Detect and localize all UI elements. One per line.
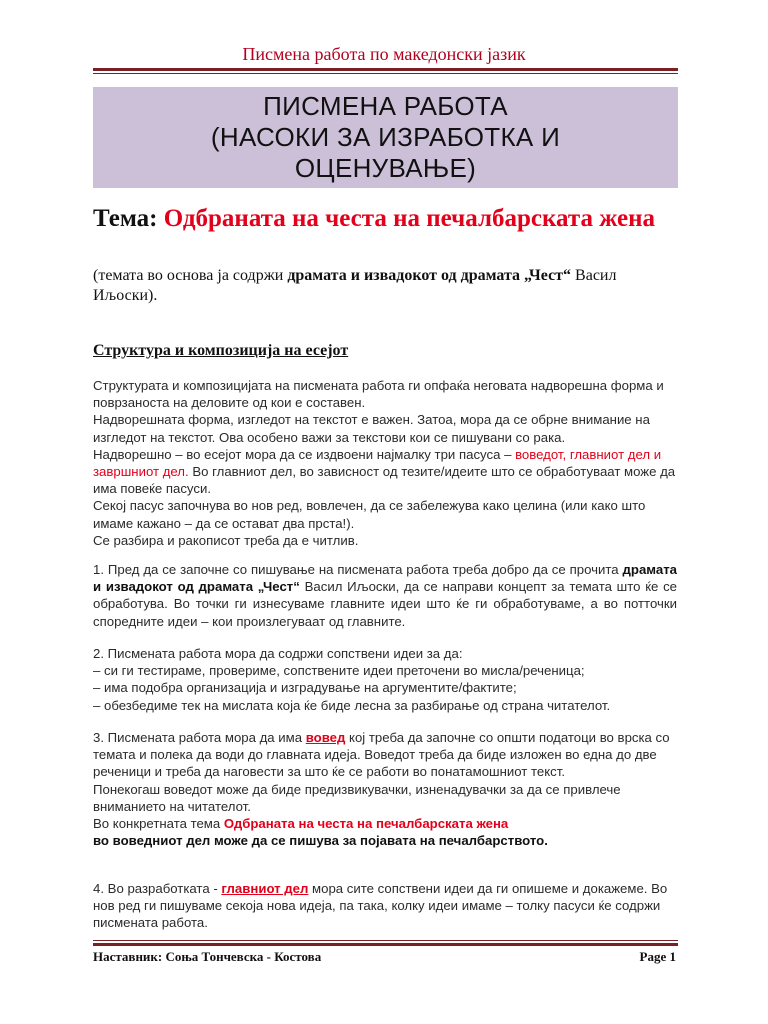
point-3-suffix: кој треба да започне со општи податоци во врска со темата и полека да води до главната идеја. Воведот треба да биде изложен во една до две реченици и треба да наговести за што ќе се работи во понатамошниот текст. (93, 730, 670, 780)
intro-p3-suffix: Во главниот дел, во зависност од тезите/идеите што се обработуваат може да има повеќе пасуси. (93, 464, 676, 497)
page-header-title: Писмена работа по македонски јазик (242, 44, 526, 64)
footer-rule-thin (93, 940, 678, 941)
point-3-p3-topic: Одбраната на честа на печалбарската жена (223, 816, 509, 832)
point-4-suffix: мора сите сопствени идеи да ги опишеме и докажеме. Во нов ред ги пишуваме секоја нова идеја, па така, колку идеи имаме – толку пасуси ќе содржи писмената работа. (93, 881, 668, 931)
topic-note-prefix: (темата во основа ја содржи (93, 267, 288, 284)
intro-p3-red: воведот, главниот дел и завршниот дел. (93, 446, 662, 480)
point-2 (93, 645, 677, 714)
point-4-prefix: 4. Во разработката - (93, 881, 222, 896)
topic-note-bold: драмата и извадокот од драмата „Чест“ (287, 267, 572, 284)
point-2-line-2: – си ги тестираме, провериме, сопствените идеи преточени во мисла/реченица; (93, 663, 585, 679)
point-3-keyword: вовед (305, 730, 346, 745)
point-1-bold: драмата и извадокот од драмата „Чест“ (93, 562, 677, 595)
point-3-text (93, 729, 677, 781)
topic-note-suffix: Васил Иљоски). (93, 267, 617, 304)
point-3-paragraph-4: во воведниот дел може да се пишува за појавата на печалбарството. (93, 833, 548, 849)
section-heading: Структура и композиција на есејот (93, 342, 349, 359)
topic-heading (93, 205, 683, 233)
point-3 (93, 729, 677, 849)
point-1-text (93, 561, 677, 630)
point-3-paragraph-3 (93, 815, 677, 832)
point-3-prefix: 3. Писмената работа мора да има (93, 730, 306, 745)
point-1-suffix: Васил Иљоски, да се направи концепт за темата што ќе се обработува. Во точки ги изнесуваме главните идеи што ќе ги обработуваме, а во потточки споредните идеи – кои произлегуваат од главните. (93, 579, 677, 629)
point-1-prefix: 1. Пред да се започне со пишување на писмената работа треба добро да се прочита (93, 562, 623, 577)
point-2-line-3: – има подобра организација и изградување на аргументите/фактите; (93, 680, 517, 696)
title-line-1: ПИСМЕНА РАБОТА (263, 91, 508, 121)
title-line-2: (НАСОКИ ЗА ИЗРАБОТКА И (210, 122, 561, 152)
intro-paragraph-2: Надворешната форма, изгледот на текстот е важен. Затоа, мора да се обрне внимание на изгледот на текстот. Ова особено важи за текстови кои се пишувани со рака. (93, 412, 650, 445)
footer-rule-thick (93, 943, 678, 946)
intro-block (93, 377, 677, 549)
point-3-paragraph-2: Понекогаш воведот може да биде предизвикувачки, изненадувачки за да се привлече вниманието на читателот. (93, 781, 621, 814)
point-4-keyword: главниот дел (221, 881, 309, 896)
header-rule-thin (93, 73, 678, 74)
topic-title: Одбраната на честа на печалбарската жена (163, 205, 656, 232)
topic-note (93, 266, 683, 306)
intro-paragraph-1: Структурата и композицијата на писмената работа ги опфаќа неговата надворешна форма и поврзаноста на деловите од кои е составен. (93, 378, 664, 411)
footer-page-number: Page 1 (639, 949, 676, 964)
intro-p3-prefix: Надворешно – во есејот мора да се издвоени најмалку три пасуса – (93, 446, 516, 462)
point-1 (93, 561, 677, 630)
intro-paragraph-5: Се разбира и ракописот треба да е читлив. (93, 532, 359, 548)
footer-teacher: Наставник: Соња Тончевска - Костова (93, 949, 322, 964)
title-box (93, 87, 678, 188)
point-4 (93, 880, 677, 932)
point-3-p3-prefix: Во конкретната тема (93, 816, 224, 832)
intro-paragraph-3 (93, 446, 677, 498)
topic-label: Тема: (93, 205, 158, 232)
point-2-line-4: – обезбедиме тек на мислата која ќе биде лесна за разбирање од страна читателот. (93, 697, 611, 713)
point-4-text (93, 880, 677, 932)
title-line-3: ОЦЕНУВАЊЕ) (294, 153, 477, 183)
intro-paragraph-4: Секој пасус започнува во нов ред, вовлечен, да се забележува како целина (или како што имаме кажано – да се остават два прста!). (93, 498, 646, 531)
page-footer (93, 949, 678, 965)
point-2-line-1: 2. Писмената работа мора да содржи сопствени идеи за да: (93, 646, 463, 661)
header-rule-thick (93, 68, 678, 71)
